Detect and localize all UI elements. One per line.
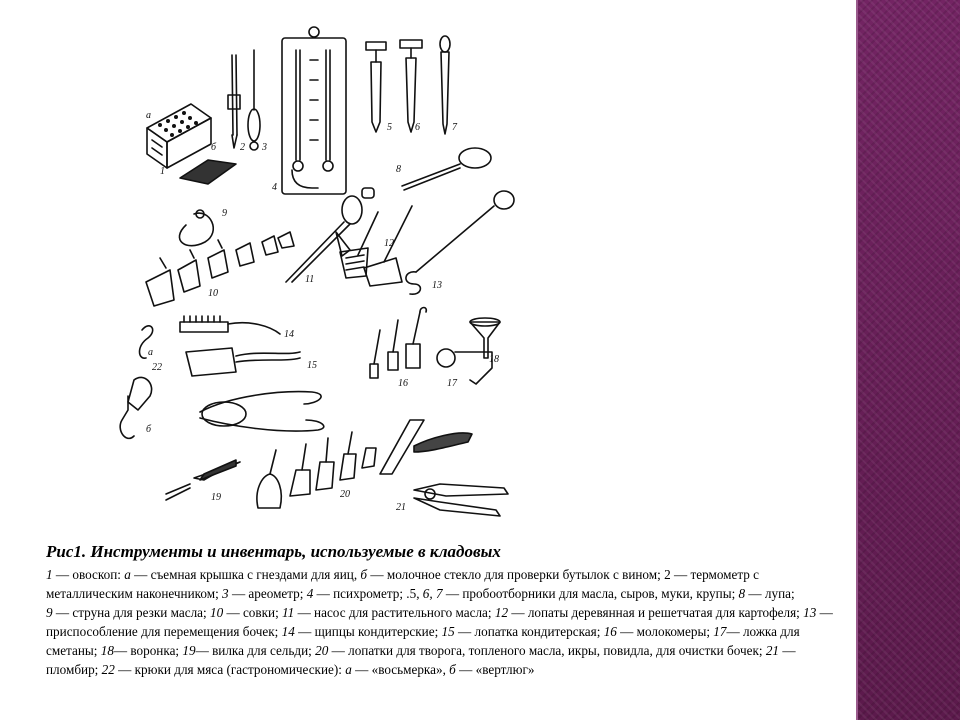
caption-segment: — совки; [223,605,283,620]
figure-label-1: 1 [160,166,165,177]
caption-segment: 9 [46,605,53,620]
caption-line-2 [46,603,836,679]
figure-label-15: 15 [307,360,317,371]
meat-hooks-drawing [120,326,152,439]
caption-segment: 17 [713,624,727,639]
figure-label-5: 5 [387,122,392,133]
figure-label-а: а [148,347,153,358]
caption-segment: — психрометр; .5, [313,586,423,601]
figure-label-7: 7 [452,122,457,133]
figure-label-а: а [146,110,151,121]
caption-segment: — лопатка кондитерская; [454,624,604,639]
decorative-side-band [858,0,960,720]
caption-segment: 12 [494,605,509,620]
figure-label-22: 22 [152,362,162,373]
caption-segment: 10 [209,605,224,620]
caption-segment: 21 [765,643,780,658]
figure-label-3: 3 [262,142,267,153]
caption-segment: 22 [101,662,115,677]
tongs-drawing [200,392,324,431]
figure-label-б: б [211,142,217,153]
figure-label-16: 16 [398,378,408,389]
figure-label-21: 21 [396,502,406,513]
sampler-drawing [366,36,450,134]
figure-label-11: 11 [305,274,315,285]
caption-segment: — пробоотборники для масла, сыров, муки, крупы; [442,586,739,601]
figure-caption-title: Рис1. Инструменты и инвентарь, используемые в кладовых [46,542,501,561]
caption-segment: — лопаты деревянная и решетчатая для картофеля; [508,605,804,620]
caption-segment: — молокомеры; [616,624,714,639]
thermometer-drawing [228,55,240,148]
caption-segment: — овоскоп: [52,567,125,582]
shovels-drawing [340,206,412,286]
caption-segment: 20 [315,643,329,658]
caption-segment: 15 [441,624,455,639]
caption-segment: 8 [738,586,746,601]
caption-segment: 19 [182,643,196,658]
caption-segment: — ареометр; [228,586,307,601]
figure-label-12: 12 [384,238,394,249]
sealing-pliers-drawing [414,484,508,516]
caption-segment: 1 [46,567,53,582]
caption-segment: 13 [803,605,817,620]
caption-segment: 11 [282,605,295,620]
caption-segment: 14 [281,624,295,639]
caption-segment: — струна для резки масла; [52,605,210,620]
knife-drawing [380,420,472,474]
caption-segment: а [124,567,131,582]
caption-segment: — воронка; [113,643,183,658]
spatulas-drawing [257,432,376,508]
scoops-drawing [146,232,294,306]
caption-segment: — пломбир; [46,643,796,677]
milk-measures-drawing [370,308,426,379]
figure-label-19: 19 [211,492,221,503]
caption-segment: б [449,662,456,677]
figure-label-10: 10 [208,288,218,299]
caption-segment: 4 [306,586,314,601]
figure-caption-legend [46,565,836,679]
figure-label-6: 6 [415,122,420,133]
caption-segment: — «восьмерка», [351,662,450,677]
caption-segment: 6, 7 [422,586,443,601]
figure-label-18: 18 [489,354,499,365]
caption-segment: — крюки для мяса (гастрономические): [114,662,346,677]
magnifier-drawing [402,148,491,190]
butter-wire-drawing [179,210,213,246]
figure-label-20: 20 [340,489,350,500]
caption-segment: б [360,567,368,582]
caption-segment: — съемная крышка с гнездами для яиц, [130,567,361,582]
figure-label-13: 13 [432,280,442,291]
caption-segment: а [345,662,352,677]
caption-segment: — «вертлюг» [455,662,535,677]
caption-segment: — вилка для сельди; [195,643,316,658]
tools-illustration [100,20,540,525]
caption-segment: — ложка для сметаны; [46,624,800,658]
confectionery-tongs-drawing [180,316,280,334]
caption-segment: — молочное стекло для проверки бутылок с вином; 2 — термометр с металлическим наконечником; [46,567,760,601]
caption-segment: — приспособление для перемещения бочек; [46,605,833,639]
caption-segment: — насос для растительного масла; [294,605,495,620]
caption-segment: — лопатки для творога, топленого масла, икры, повидла, для очистки бочек; [328,643,766,658]
confectionery-spatula-drawing [186,348,300,376]
caption-segment: 18 [100,643,114,658]
figure-label-17: 17 [447,378,457,389]
figure-label-2: 2 [240,142,245,153]
figure-label-8: 8 [396,164,401,175]
herring-fork-drawing [166,460,240,500]
figure-label-9: 9 [222,208,227,219]
figure-label-4: 4 [272,182,277,193]
caption-segment: — лупа; [745,586,795,601]
hydrometer-drawing [248,50,260,150]
caption-line-1 [46,565,836,603]
figure-label-б: б [146,424,152,435]
caption-segment: — щипцы кондитерские; [294,624,442,639]
caption-segment: 3 [222,586,229,601]
figure-label-14: 14 [284,329,294,340]
caption-segment: 16 [603,624,617,639]
barrel-hook-drawing [406,191,514,294]
psychrometer-drawing [282,27,346,194]
